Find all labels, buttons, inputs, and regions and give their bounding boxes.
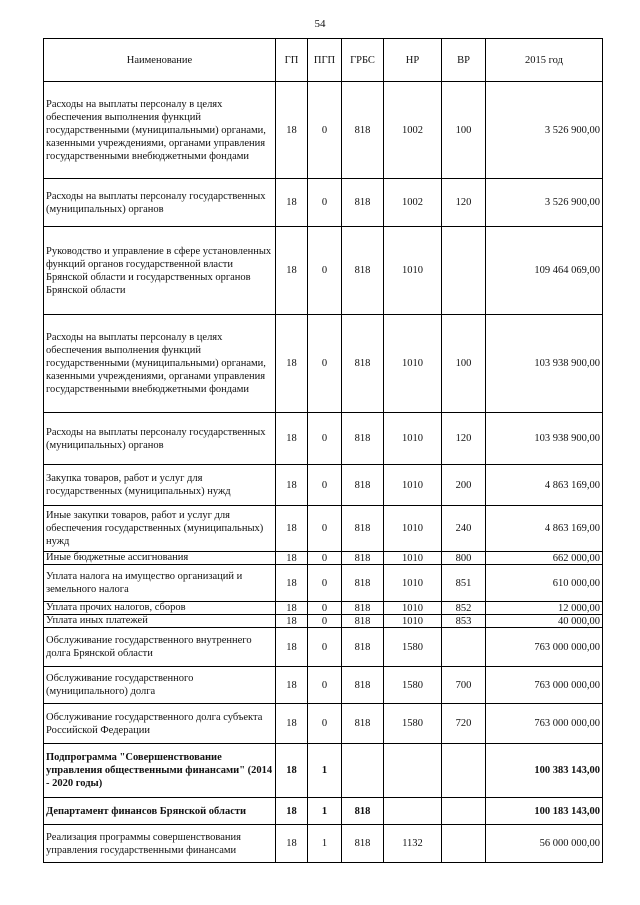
cell-vr: 853 (442, 615, 486, 628)
cell-amount: 4 863 169,00 (486, 465, 603, 506)
cell-nr (384, 798, 442, 825)
cell-nr: 1010 (384, 413, 442, 465)
cell-gp: 18 (276, 315, 308, 413)
cell-pgp: 0 (308, 227, 342, 315)
cell-grbs: 818 (342, 552, 384, 565)
cell-pgp: 0 (308, 615, 342, 628)
header-name: Наименование (44, 39, 276, 82)
cell-vr (442, 227, 486, 315)
header-nr: НР (384, 39, 442, 82)
cell-vr (442, 798, 486, 825)
cell-grbs: 818 (342, 506, 384, 552)
cell-grbs: 818 (342, 227, 384, 315)
cell-nr: 1010 (384, 552, 442, 565)
header-year: 2015 год (486, 39, 603, 82)
cell-pgp: 1 (308, 825, 342, 863)
cell-name: Руководство и управление в сфере установленных функций органов государственной власти Брянской области и государственных органов Брянской области (44, 227, 276, 315)
cell-pgp: 0 (308, 315, 342, 413)
table-header-row (44, 39, 603, 82)
cell-gp: 18 (276, 552, 308, 565)
cell-amount: 763 000 000,00 (486, 704, 603, 744)
cell-pgp: 1 (308, 798, 342, 825)
cell-name: Обслуживание государственного (муниципального) долга (44, 667, 276, 704)
cell-gp: 18 (276, 798, 308, 825)
cell-gp: 18 (276, 413, 308, 465)
cell-amount: 610 000,00 (486, 565, 603, 602)
cell-gp: 18 (276, 825, 308, 863)
cell-pgp: 1 (308, 744, 342, 798)
header-vr: ВР (442, 39, 486, 82)
cell-amount: 12 000,00 (486, 602, 603, 615)
cell-nr: 1010 (384, 315, 442, 413)
cell-vr: 200 (442, 465, 486, 506)
cell-grbs (342, 744, 384, 798)
table-row (44, 615, 603, 628)
cell-gp: 18 (276, 179, 308, 227)
cell-vr: 800 (442, 552, 486, 565)
table-row (44, 315, 603, 413)
cell-pgp: 0 (308, 413, 342, 465)
cell-pgp: 0 (308, 179, 342, 227)
table-row (44, 82, 603, 179)
budget-table (43, 38, 603, 863)
cell-pgp: 0 (308, 552, 342, 565)
table-row (44, 413, 603, 465)
cell-amount: 56 000 000,00 (486, 825, 603, 863)
table-row (44, 227, 603, 315)
cell-gp: 18 (276, 565, 308, 602)
cell-amount: 662 000,00 (486, 552, 603, 565)
cell-vr (442, 825, 486, 863)
cell-grbs: 818 (342, 615, 384, 628)
cell-grbs: 818 (342, 315, 384, 413)
cell-nr: 1010 (384, 227, 442, 315)
cell-gp: 18 (276, 82, 308, 179)
cell-grbs: 818 (342, 465, 384, 506)
cell-name: Подпрограмма "Совершенствование управления общественными финансами" (2014 - 2020 годы) (44, 744, 276, 798)
cell-name: Расходы на выплаты персоналу в целях обеспечения выполнения функций государственными (муниципальными) органами, казенными учреждениями, органами управления государственными внебюджетными фондами (44, 82, 276, 179)
cell-nr: 1010 (384, 602, 442, 615)
cell-amount: 103 938 900,00 (486, 413, 603, 465)
cell-grbs: 818 (342, 602, 384, 615)
cell-vr: 852 (442, 602, 486, 615)
table-row (44, 667, 603, 704)
cell-grbs: 818 (342, 667, 384, 704)
cell-pgp: 0 (308, 704, 342, 744)
cell-name: Иные бюджетные ассигнования (44, 552, 276, 565)
cell-vr: 720 (442, 704, 486, 744)
cell-vr: 100 (442, 82, 486, 179)
table-row (44, 798, 603, 825)
cell-gp: 18 (276, 506, 308, 552)
cell-grbs: 818 (342, 565, 384, 602)
cell-amount: 100 383 143,00 (486, 744, 603, 798)
table-row (44, 565, 603, 602)
cell-nr: 1580 (384, 628, 442, 667)
table-row (44, 628, 603, 667)
page-number: 54 (314, 18, 326, 30)
cell-gp: 18 (276, 704, 308, 744)
cell-gp: 18 (276, 667, 308, 704)
cell-grbs: 818 (342, 628, 384, 667)
cell-nr (384, 744, 442, 798)
cell-gp: 18 (276, 465, 308, 506)
cell-vr: 120 (442, 179, 486, 227)
cell-vr (442, 628, 486, 667)
cell-name: Расходы на выплаты персоналу государственных (муниципальных) органов (44, 413, 276, 465)
cell-gp: 18 (276, 744, 308, 798)
cell-name: Закупка товаров, работ и услуг для государственных (муниципальных) нужд (44, 465, 276, 506)
cell-vr (442, 744, 486, 798)
cell-pgp: 0 (308, 667, 342, 704)
cell-nr: 1010 (384, 465, 442, 506)
table-row (44, 825, 603, 863)
header-pgp: ПГП (308, 39, 342, 82)
cell-pgp: 0 (308, 465, 342, 506)
cell-pgp: 0 (308, 565, 342, 602)
cell-grbs: 818 (342, 704, 384, 744)
cell-grbs: 818 (342, 179, 384, 227)
cell-nr: 1580 (384, 667, 442, 704)
table-row (44, 744, 603, 798)
cell-nr: 1002 (384, 82, 442, 179)
cell-name: Расходы на выплаты персоналу государственных (муниципальных) органов (44, 179, 276, 227)
cell-nr: 1010 (384, 565, 442, 602)
table-row (44, 552, 603, 565)
table-row (44, 704, 603, 744)
cell-vr: 700 (442, 667, 486, 704)
cell-amount: 763 000 000,00 (486, 628, 603, 667)
cell-gp: 18 (276, 628, 308, 667)
cell-nr: 1010 (384, 506, 442, 552)
cell-nr: 1002 (384, 179, 442, 227)
table-body (44, 82, 603, 863)
cell-name: Уплата налога на имущество организаций и земельного налога (44, 565, 276, 602)
cell-pgp: 0 (308, 506, 342, 552)
cell-amount: 4 863 169,00 (486, 506, 603, 552)
cell-vr: 100 (442, 315, 486, 413)
cell-pgp: 0 (308, 602, 342, 615)
cell-nr: 1010 (384, 615, 442, 628)
table-row (44, 465, 603, 506)
cell-gp: 18 (276, 602, 308, 615)
cell-grbs: 818 (342, 413, 384, 465)
cell-grbs: 818 (342, 798, 384, 825)
cell-gp: 18 (276, 227, 308, 315)
cell-name: Уплата иных платежей (44, 615, 276, 628)
cell-nr: 1132 (384, 825, 442, 863)
cell-pgp: 0 (308, 628, 342, 667)
cell-gp: 18 (276, 615, 308, 628)
cell-name: Уплата прочих налогов, сборов (44, 602, 276, 615)
cell-amount: 100 183 143,00 (486, 798, 603, 825)
cell-grbs: 818 (342, 82, 384, 179)
cell-pgp: 0 (308, 82, 342, 179)
cell-name: Расходы на выплаты персоналу в целях обеспечения выполнения функций государственными (муниципальными) органами, казенными учреждениями, органами управления государственными внебюджетными фондами (44, 315, 276, 413)
table-row (44, 506, 603, 552)
cell-amount: 103 938 900,00 (486, 315, 603, 413)
cell-vr: 851 (442, 565, 486, 602)
cell-name: Обслуживание государственного долга субъекта Российской Федерации (44, 704, 276, 744)
cell-vr: 240 (442, 506, 486, 552)
cell-amount: 3 526 900,00 (486, 82, 603, 179)
cell-nr: 1580 (384, 704, 442, 744)
cell-name: Обслуживание государственного внутреннего долга Брянской области (44, 628, 276, 667)
header-grbs: ГРБС (342, 39, 384, 82)
cell-name: Департамент финансов Брянской области (44, 798, 276, 825)
cell-name: Реализация программы совершенствования управления государственными финансами (44, 825, 276, 863)
header-gp: ГП (276, 39, 308, 82)
cell-vr: 120 (442, 413, 486, 465)
cell-amount: 763 000 000,00 (486, 667, 603, 704)
cell-name: Иные закупки товаров, работ и услуг для обеспечения государственных (муниципальных) нужд (44, 506, 276, 552)
table-row (44, 179, 603, 227)
cell-amount: 3 526 900,00 (486, 179, 603, 227)
cell-amount: 109 464 069,00 (486, 227, 603, 315)
table-row (44, 602, 603, 615)
cell-grbs: 818 (342, 825, 384, 863)
cell-amount: 40 000,00 (486, 615, 603, 628)
